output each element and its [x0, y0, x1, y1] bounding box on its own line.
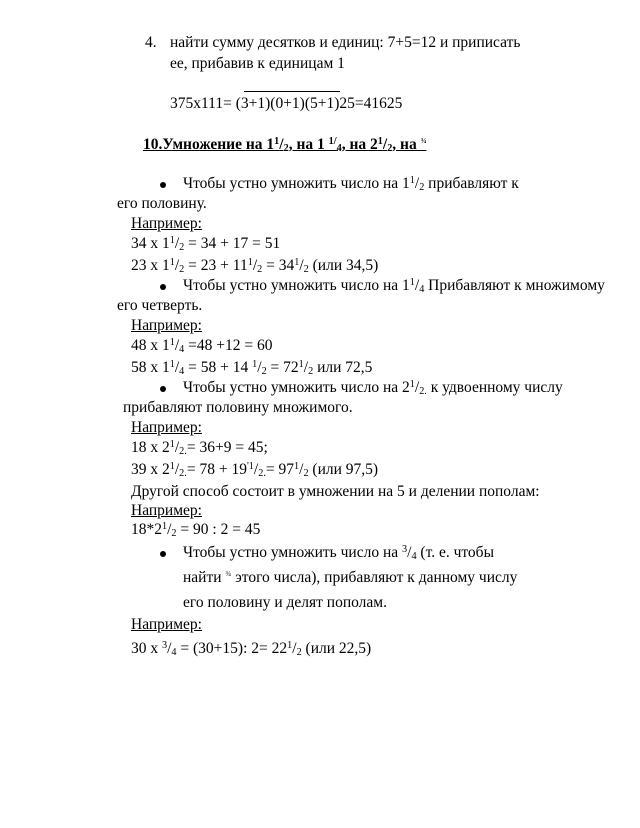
text: / — [299, 461, 304, 478]
heading-part: / — [382, 136, 388, 153]
text: 18 х 2 — [131, 439, 170, 456]
text: или 72,5 — [313, 359, 373, 376]
sub: 2 — [171, 528, 177, 540]
text: / — [174, 337, 180, 354]
text: Прибавляют к множимому — [424, 277, 605, 294]
sub: 2. — [179, 446, 187, 458]
heading-sup: 1/ — [328, 136, 337, 148]
rule2-line1 — [183, 278, 605, 294]
text: прибавляют к — [424, 175, 519, 192]
text: = 97 — [265, 461, 295, 478]
sup: 1 — [294, 461, 300, 473]
text: / — [174, 461, 180, 478]
bullet-icon — [160, 284, 166, 290]
rule4-line2 — [183, 570, 517, 586]
sub: 2 — [261, 366, 267, 378]
text: / — [303, 359, 309, 376]
text: 34 х 1 — [131, 235, 170, 252]
example-line — [131, 440, 268, 456]
text: (т. е. чтобы — [416, 544, 494, 561]
heading-sup: 1 — [377, 136, 383, 148]
text: / — [299, 257, 304, 274]
sub: 2. — [419, 386, 427, 398]
text: найти — [183, 569, 226, 586]
text: = 72 — [266, 359, 299, 376]
rule1-line2: его половину. — [117, 195, 207, 212]
sub: 4 — [179, 344, 185, 356]
rule4-line3: его половину и делят пополам. — [183, 594, 387, 611]
example-label: Например: — [131, 502, 202, 519]
sup: 1 — [169, 337, 175, 349]
step4-line2: ее, прибавив к единицам 1 — [170, 55, 345, 72]
text: / — [407, 544, 412, 561]
example-line — [131, 462, 378, 478]
sup: 3 — [162, 640, 168, 652]
sup: 1 — [409, 175, 415, 187]
sup: 1 — [409, 379, 415, 391]
text: Чтобы устно умножить число на — [183, 544, 403, 561]
heading-part: , на — [392, 136, 421, 153]
example-label: Например: — [131, 317, 202, 334]
text: / — [292, 640, 297, 657]
text: к удвоенному числу — [426, 379, 563, 396]
text: = 78 + 19 — [186, 461, 247, 478]
text: 58 х 1 — [131, 359, 170, 376]
other-way-text: Другой способ состоит в умножении на 5 и делении пополам: — [131, 483, 540, 500]
text: / — [167, 521, 172, 538]
heading-part: , на 1 — [288, 136, 329, 153]
example-line — [131, 338, 273, 354]
sub: 2 — [179, 242, 185, 254]
bullet-icon — [160, 386, 166, 392]
example-line — [131, 236, 280, 252]
text: = 36+9 = 45; — [186, 439, 268, 456]
bullet-icon — [160, 551, 166, 557]
text: = 90 : 2 = 45 — [176, 521, 261, 538]
text: / — [174, 257, 180, 274]
text: 30 х — [131, 640, 162, 657]
sub: 4 — [419, 284, 425, 296]
section-heading — [143, 137, 426, 153]
step4-calc: 375x111= (3+1)(0+1)(5+1)25=41625 — [170, 95, 403, 112]
sup: 1 — [409, 277, 415, 289]
sup: 1 — [169, 235, 175, 247]
text: этого числа), прибавляют к данному числу — [231, 569, 518, 586]
text: 48 х 1 — [131, 337, 170, 354]
text: (или 97,5) — [308, 461, 379, 478]
sup: 1 — [169, 461, 175, 473]
sub: 2 — [257, 264, 263, 276]
example-label: Например: — [131, 215, 202, 232]
example-label: Например: — [131, 616, 202, 633]
text: Чтобы устно умножить число на 2 — [183, 379, 410, 396]
text: = 34 + 17 = 51 — [184, 235, 281, 252]
sub: 2 — [308, 366, 314, 378]
sup: 1 — [169, 359, 175, 371]
sup: 3 — [402, 544, 408, 556]
sub: 2. — [258, 468, 266, 480]
text: = 58 + 14 — [184, 359, 253, 376]
sup: 1 — [169, 257, 175, 269]
sub: 2 — [179, 264, 185, 276]
text: / — [414, 175, 420, 192]
sub: 4 — [171, 647, 177, 659]
sup: '1 — [246, 461, 254, 473]
sup: 1 — [298, 359, 304, 371]
rule3-line2: прибавляют половину множимого. — [123, 399, 353, 416]
heading-sup: ¾ — [420, 135, 427, 145]
text: / — [257, 359, 262, 376]
text: = (30+15): 2= 22 — [176, 640, 288, 657]
overline-mark — [244, 91, 340, 92]
heading-sub: 4 — [336, 143, 342, 155]
example-line — [131, 360, 372, 376]
example-line — [131, 522, 260, 538]
sub: 4 — [411, 551, 417, 563]
text: / — [174, 439, 180, 456]
text: Чтобы устно умножить число на 1 — [183, 277, 410, 294]
heading-part: , на 2 — [341, 136, 378, 153]
step-number: 4. — [145, 34, 157, 51]
text: / — [167, 640, 172, 657]
text: 23 х 1 — [131, 257, 170, 274]
text: / — [174, 235, 180, 252]
sup: ¾ — [225, 568, 232, 578]
sup: 1 — [287, 640, 293, 652]
text: / — [414, 379, 420, 396]
step4-line1: найти сумму десятков и единиц: 7+5=12 и приписать — [170, 34, 521, 51]
sup: 1 — [169, 439, 175, 451]
text: = 23 + 11 — [184, 257, 248, 274]
sup: 1 — [162, 521, 168, 533]
rule4-line1 — [183, 545, 494, 561]
heading-sub: 2 — [387, 143, 393, 155]
text: / — [252, 257, 258, 274]
sub: 2 — [303, 468, 309, 480]
sup: 1 — [252, 359, 258, 371]
text: = 34 — [262, 257, 295, 274]
text: 18*2 — [131, 521, 162, 538]
sub: 4 — [179, 366, 185, 378]
sub: 2 — [303, 264, 309, 276]
sup: 1 — [247, 257, 253, 269]
example-line — [131, 641, 371, 657]
text: (или 34,5) — [308, 257, 379, 274]
sub: 2 — [419, 182, 425, 194]
heading-sub: 2 — [283, 143, 289, 155]
sup: 1 — [294, 257, 300, 269]
example-line — [131, 258, 378, 274]
text: / — [174, 359, 180, 376]
rule1-line1 — [183, 176, 519, 192]
rule2-line2: его четверть. — [117, 297, 203, 314]
text: =48 +12 = 60 — [184, 337, 273, 354]
heading-part: / — [279, 136, 284, 153]
sub: 2 — [296, 647, 302, 659]
text: Чтобы устно умножить число на 1 — [183, 175, 410, 192]
rule3-line1 — [183, 380, 563, 396]
text: (или 22,5) — [301, 640, 372, 657]
text: / — [414, 277, 420, 294]
heading-sup: 1 — [274, 136, 280, 148]
example-label: Например: — [131, 419, 202, 436]
bullet-icon — [160, 182, 166, 188]
text: / — [253, 461, 259, 478]
heading-part: 10.Умножение на 1 — [143, 136, 275, 153]
sub: 2. — [179, 468, 187, 480]
text: 39 х 2 — [131, 461, 170, 478]
